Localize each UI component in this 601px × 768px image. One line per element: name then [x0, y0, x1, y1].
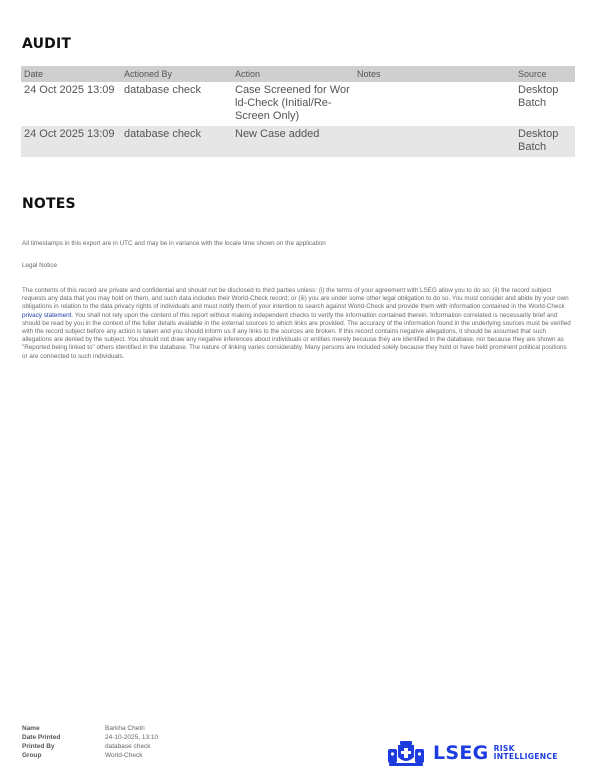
lseg-wordmark: LSEG [433, 742, 489, 764]
footer-label: Group [22, 752, 42, 759]
lseg-risk-intelligence-logo [386, 738, 566, 768]
cell-notes [354, 126, 515, 157]
cell-notes [354, 82, 515, 126]
footer-value: 24-10-2025, 13:10 [105, 734, 159, 741]
logo-line-2: INTELLIGENCE [493, 752, 558, 761]
column-header-action: Action [232, 66, 354, 82]
column-header-notes: Notes [354, 66, 515, 82]
cell-source: Desktop Batch [515, 82, 575, 126]
footer-label: Name [22, 725, 40, 732]
footer-row-name [22, 724, 158, 733]
cell-actioned-by: database check [121, 126, 232, 157]
risk-intelligence-wordmark [494, 745, 558, 762]
privacy-statement-link[interactable]: privacy statement [22, 311, 72, 319]
logo-line-1: RISK [493, 743, 515, 753]
print-info-footer [22, 724, 158, 760]
table-row [21, 126, 575, 157]
table-row [21, 82, 575, 126]
footer-value: Barkha Chetri [105, 725, 145, 732]
footer-value: database check [105, 743, 151, 750]
lseg-crest-icon [386, 739, 426, 767]
footer-row-date-printed [22, 733, 158, 742]
timestamp-note: All timestamps in this export are in UTC and may be in variance with the locale time shown on the application [22, 240, 326, 247]
cell-date: 24 Oct 2025 13:09 [21, 82, 121, 126]
audit-section-title: AUDIT [22, 36, 72, 52]
column-header-actioned-by: Actioned By [121, 66, 232, 82]
cell-actioned-by: database check [121, 82, 232, 126]
footer-row-printed-by [22, 742, 158, 751]
cell-source: Desktop Batch [515, 126, 575, 157]
column-header-date: Date [21, 66, 121, 82]
legal-notice-body [22, 287, 574, 361]
legal-text-part-1: The contents of this record are private and confidential and should not be disclosed to third parties unless: (i) the terms of your agreement with LSEG allow you to do so; (ii) the record subject requests any data that you may hold on them, and such data includes their World-Check record; or (iii) you are under some other legal obligation to do so. You must consider and abide by your own obligations in relation to the data privacy rights of individuals and must notify them of your intention to search against World-Check and provide them with information contained in the World-Check [22, 287, 569, 311]
legal-text-part-2: . You shall not rely upon the content of this report without making independent checks to verify the information contained therein. Information correlated is necessarily brief and should be read by you in the context of the fuller details available in the external sources to which links are provided. The accuracy of the information found in the underlying sources must be verified with the record subject before any action is taken and you should inform us if any links to the sources are broken. If this record contains negative allegations, it should be assumed that such allegations are denied by the subject. You should not draw any negative inferences about individuals or entities merely because they are identified in the database, nor because they are shown as "Reported being linked to" others identified in the database. The nature of linking varies considerably. Many persons are included solely because they hold or have held prominent political positions or are connected to such individuals. [22, 311, 571, 360]
footer-row-group [22, 751, 158, 760]
notes-section-title: NOTES [22, 196, 76, 212]
footer-label: Date Printed [22, 734, 61, 741]
footer-value: World-Check [105, 752, 143, 759]
footer-label: Printed By [22, 743, 55, 750]
legal-notice-heading: Legal Notice [22, 262, 58, 269]
audit-table-header [21, 66, 575, 82]
audit-table [21, 66, 575, 157]
column-header-source: Source [515, 66, 575, 82]
cell-action: New Case added [232, 126, 354, 157]
cell-action: Case Screened for Wor ld-Check (Initial/Re-Screen Only) [232, 82, 354, 126]
cell-date: 24 Oct 2025 13:09 [21, 126, 121, 157]
